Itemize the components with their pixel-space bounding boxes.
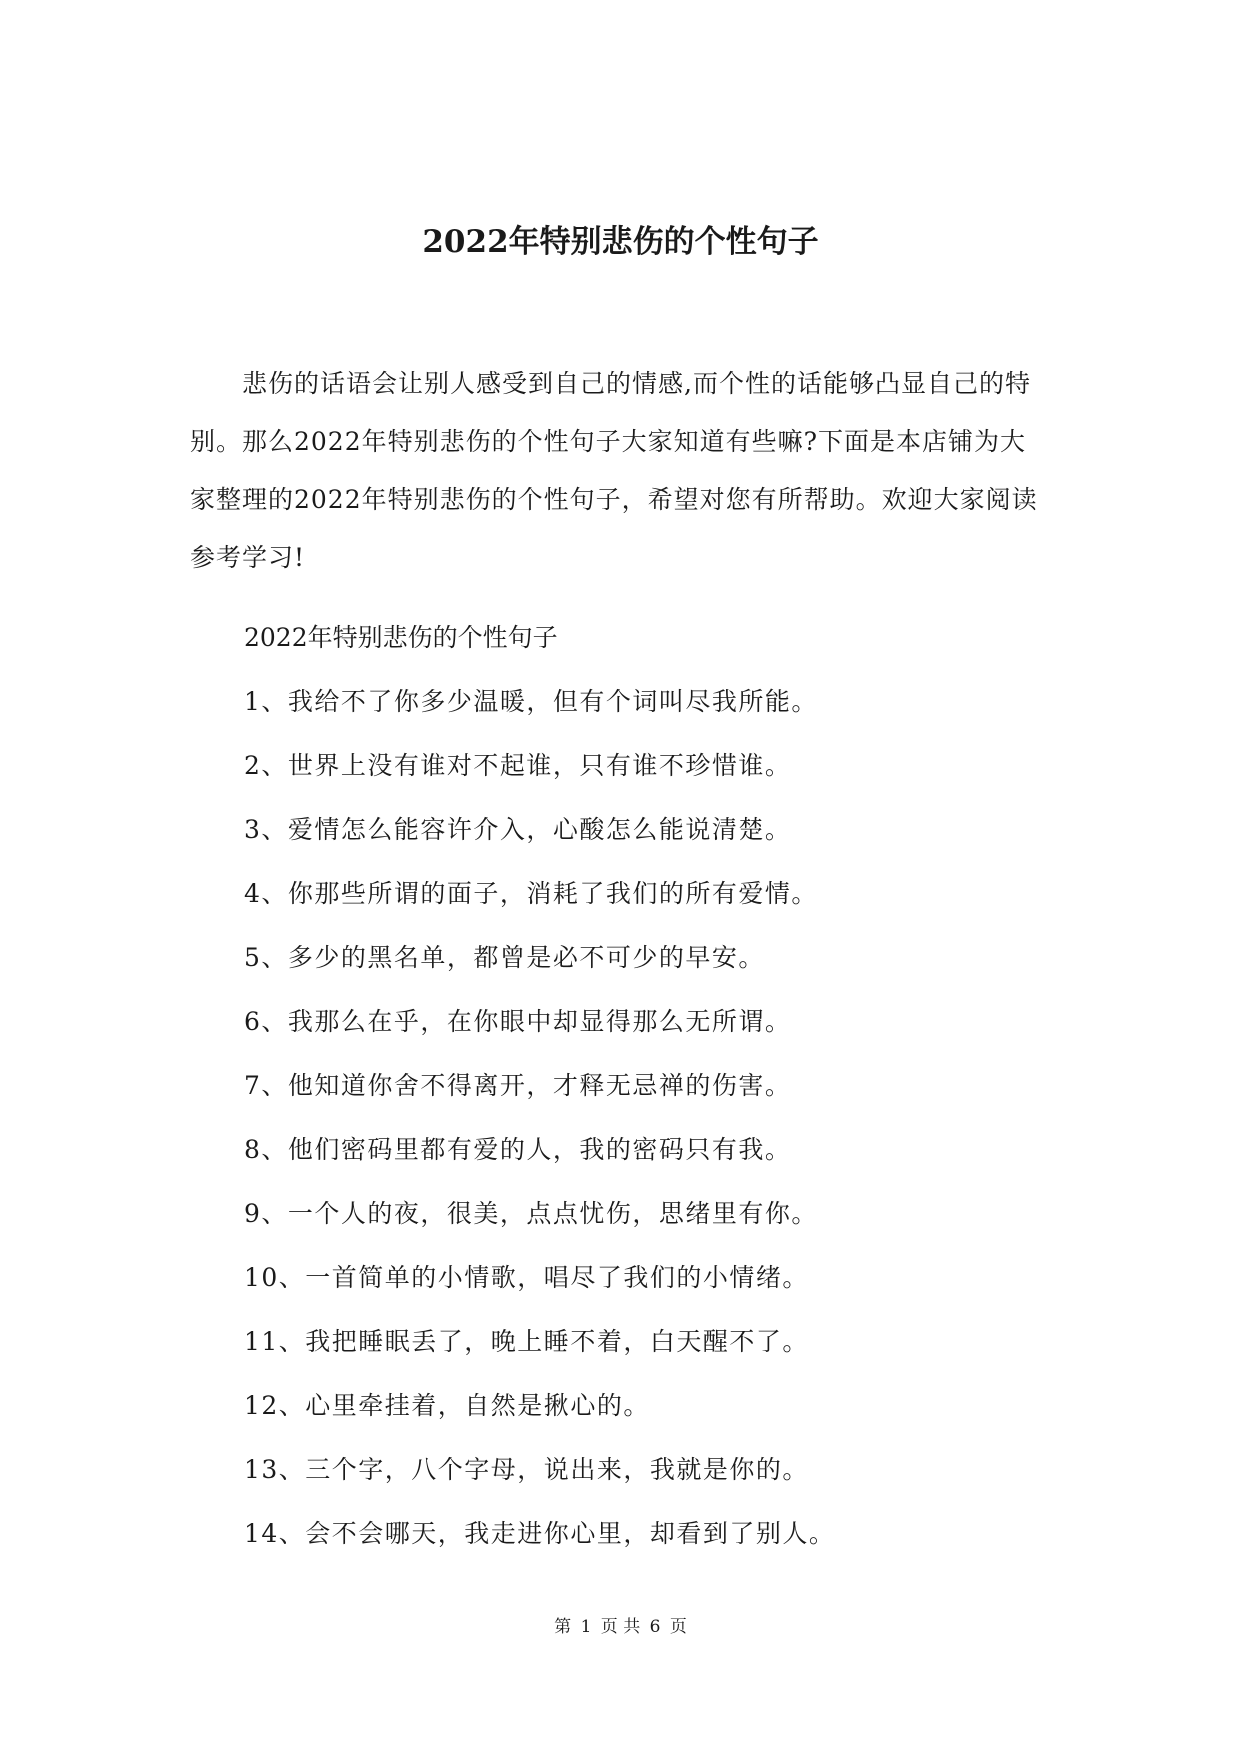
page-footer [0,1615,1241,1639]
list-item: 8、他们密码里都有爱的人，我的密码只有我。 [244,1135,792,1164]
list-item: 3、爱情怎么能容许介入，心酸怎么能说清楚。 [244,815,792,844]
sentence-list [244,682,835,1578]
current-page-number: 1 [580,1617,592,1637]
intro-paragraph: 悲伤的话语会让别人感受到自己的情感,而个性的话能够凸显自己的特别。那么2022年特别悲伤的个性句子大家知道有些嘛?下面是本店铺为大家整理的2022年特别悲伤的个性句子，希望对您有所帮助。欢迎大家阅读参考学习! [190,369,1038,572]
list-item: 12、心里牵挂着，自然是揪心的。 [244,1391,650,1420]
footer-suffix: 页 [669,1617,687,1637]
list-item: 10、一首简单的小情歌，唱尽了我们的小情绪。 [244,1263,809,1292]
section-subtitle: 2022年特别悲伤的个性句子 [244,623,558,652]
list-item: 4、你那些所谓的面子，消耗了我们的所有爱情。 [244,879,818,908]
list-item: 11、我把睡眠丢了，晚上睡不着，白天醒不了。 [244,1327,809,1356]
list-item: 2、世界上没有谁对不起谁，只有谁不珍惜谁。 [244,751,792,780]
footer-mid: 页 共 [600,1617,641,1637]
document-title: 2022年特别悲伤的个性句子 [422,224,819,260]
total-pages-number: 6 [649,1617,661,1637]
footer-prefix: 第 [554,1617,572,1637]
list-item: 5、多少的黑名单，都曾是必不可少的早安。 [244,943,765,972]
list-item: 14、会不会哪天，我走进你心里，却看到了别人。 [244,1519,836,1548]
list-item: 7、他知道你舍不得离开，才释无忌禅的伤害。 [244,1071,792,1100]
list-item: 13、三个字，八个字母，说出来，我就是你的。 [244,1455,809,1484]
list-item: 1、我给不了你多少温暖，但有个词叫尽我所能。 [244,687,818,716]
list-item: 6、我那么在乎，在你眼中却显得那么无所谓。 [244,1007,792,1036]
list-item: 9、一个人的夜，很美，点点忧伤，思绪里有你。 [244,1199,818,1228]
